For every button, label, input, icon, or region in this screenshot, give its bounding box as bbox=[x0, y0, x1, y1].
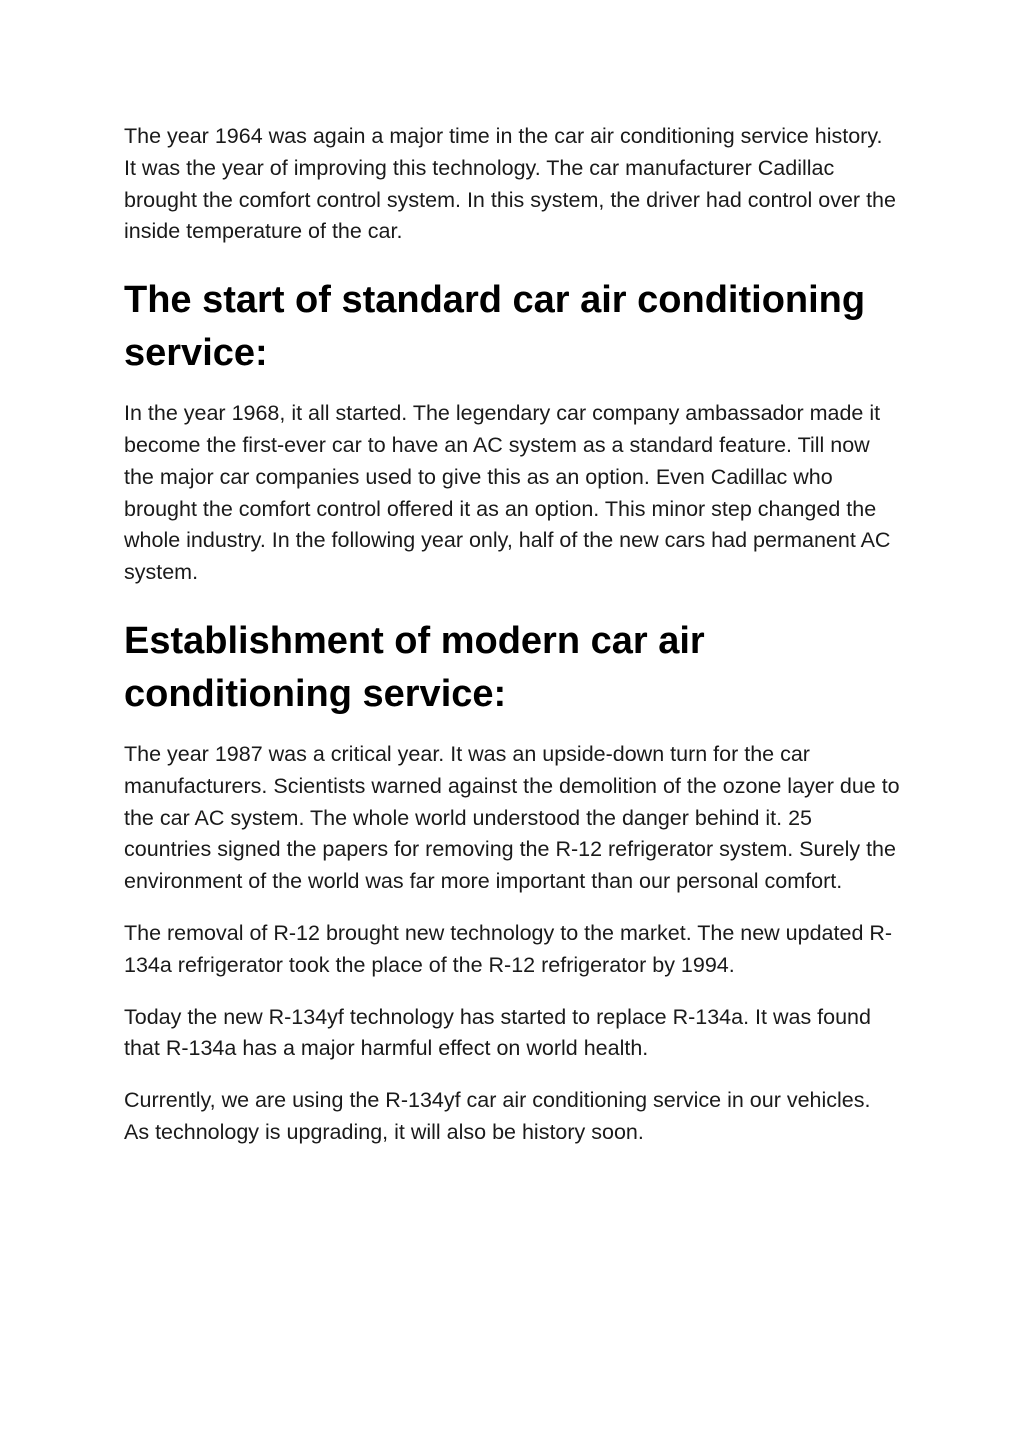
paragraph-1987-ozone: The year 1987 was a critical year. It was an upside-down turn for the car manufacturers. Scientists warned against the demolition of the ozone layer due to the car AC system. The whole world understood the danger behind it. 25 countries signed the papers for removing the R-12 refrigerator system. Surely the environment of the world was far more important than our personal comfort. bbox=[124, 741, 900, 894]
paragraph-current-usage: Currently, we are using the R-134yf car air conditioning service in our vehicles. As technology is upgrading, it will also be history soon. bbox=[124, 1088, 871, 1144]
paragraph-r134a-replacement: The removal of R-12 brought new technology to the market. The new updated R-134a refrigerator took the place of the R-12 refrigerator by 1994. bbox=[124, 920, 893, 977]
paragraph-1964-comfort-control: The year 1964 was again a major time in the car air conditioning service history. It was the year of improving this technology. The car manufacturer Cadillac brought the comfort control system. In this system, the driver had control over the inside temperature of the car. bbox=[124, 124, 896, 244]
paragraph-r134yf-technology: Today the new R-134yf technology has started to replace R-134a. It was found that R-134a has a major harmful effect on world health. bbox=[124, 1004, 871, 1061]
heading-standard-ac-service: The start of standard car air conditioning service: bbox=[124, 279, 866, 375]
paragraph-1968-standard-feature: In the year 1968, it all started. The legendary car company ambassador made it become the first-ever car to have an AC system as a standard feature. Till now the major car companies used to give this as an option. Even Cadillac who brought the comfort control offered it as an option. This minor step changed the whole industry. In the following year only, half of the new cars had permanent AC system. bbox=[124, 401, 891, 585]
heading-modern-ac-service: Establishment of modern car air conditioning service: bbox=[124, 619, 705, 715]
document-page bbox=[124, 121, 900, 1149]
